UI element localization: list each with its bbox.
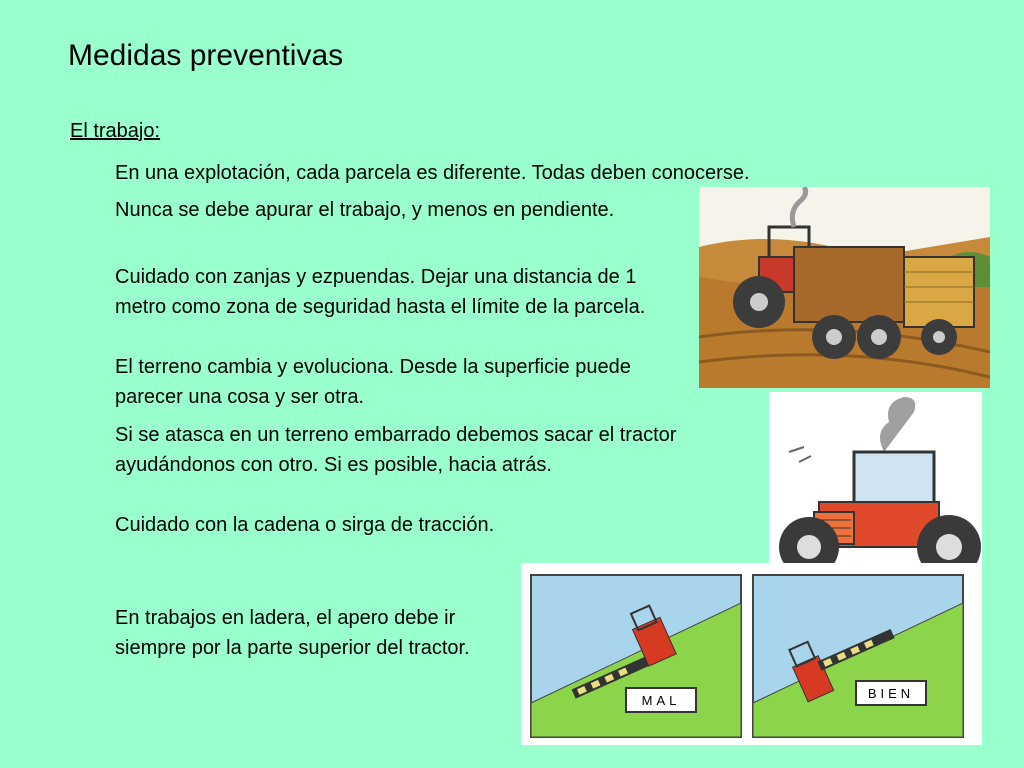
slope-correct-panel [753,575,963,737]
slope-wrong-panel [531,575,741,737]
paragraph-no-apurar: Nunca se debe apurar el trabajo, y menos en pendiente. [115,199,615,221]
tractor-trailer-illustration [699,187,990,388]
label-mal: MAL [641,693,681,708]
paragraph-terreno-cambia: El terreno cambia y evoluciona. Desde la superficie puede parecer una cosa y ser otra. [115,356,631,408]
paragraph-cadena: Cuidado con la cadena o sirga de tracción. [115,514,495,536]
slide-title: Medidas preventivas [68,39,344,72]
paragraph-zanjas: Cuidado con zanjas y ezpuendas. Dejar una distancia de 1 metro como zona de seguridad hasta el límite de la parcela. [115,266,646,318]
paragraph-atasco: Si se atasca en un terreno embarrado debemos sacar el tractor ayudándonos con otro. Si es posible, hacia atrás. [115,424,677,476]
red-tractor-illustration [769,392,982,570]
section-heading: El trabajo: [70,120,161,142]
paragraph-ladera: En trabajos en ladera, el apero debe ir siempre por la parte superior del tractor. [115,607,470,659]
label-bien: BIEN [867,686,915,701]
slope-comparison-illustration [521,563,982,745]
paragraph-parcelas: En una explotación, cada parcela es diferente. Todas deben conocerse. [115,162,750,184]
